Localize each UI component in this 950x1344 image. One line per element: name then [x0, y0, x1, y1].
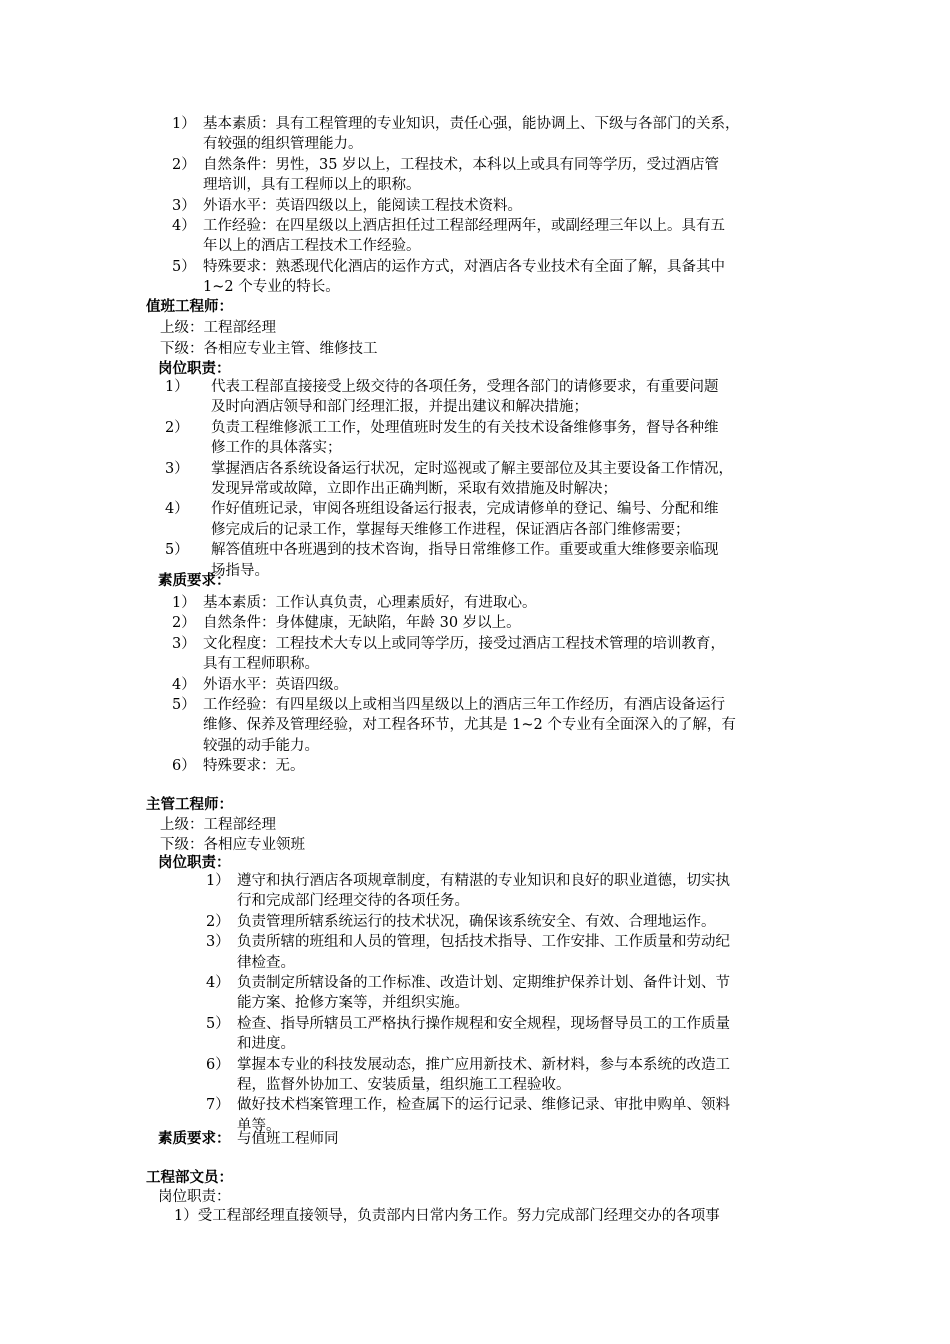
- supervisor-engineer-duty-text: 负责所辖的班组和人员的管理，包括技术指导、工作安排、工作质量和劳动纪: [237, 934, 730, 951]
- supervisor-engineer-quality-title: 素质要求：: [158, 1131, 231, 1147]
- section-title-clerk: 工程部文员：: [146, 1170, 233, 1186]
- manager-quality-item-text: 特殊要求：熟悉现代化酒店的运作方式，对酒店各专业技术有全面了解，具备其中: [203, 258, 725, 275]
- duty-engineer-duty-text: 掌握酒店各系统设备运行状况，定时巡视或了解主要部位及其主要设备工作情况，: [211, 460, 733, 477]
- clerk-duties-title: 岗位职责：: [158, 1189, 231, 1205]
- duty-engineer-superior: 上级：工程部经理: [160, 320, 276, 336]
- supervisor-engineer-duty-text: 掌握本专业的科技发展动态，推广应用新技术、新材料，参与本系统的改造工: [237, 1056, 730, 1073]
- duty-engineer-quality-title: 素质要求：: [158, 573, 231, 589]
- duty-engineer-quality-text: 文化程度：工程技术大专以上或同等学历，接受过酒店工程技术管理的培训教育，: [203, 635, 725, 652]
- section-title-duty-engineer: 值班工程师：: [146, 299, 233, 315]
- duty-engineer-quality-text: 自然条件：身体健康，无缺陷，年龄 30 岁以上。: [203, 615, 521, 632]
- manager-quality-item-num: 2）: [172, 156, 196, 173]
- duty-engineer-duty-text: 修完成后的记录工作，掌握每天维修工作进程，保证酒店各部门维修需要；: [211, 521, 690, 538]
- duty-engineer-duty-text: 解答值班中各班遇到的技术咨询，指导日常维修工作。重要或重大维修要亲临现: [211, 542, 719, 559]
- duty-engineer-duty-num: 2）: [165, 419, 189, 436]
- duty-engineer-quality-text: 特殊要求：无。: [203, 758, 305, 775]
- manager-quality-item-text: 年以上的酒店工程技术工作经验。: [203, 238, 421, 255]
- supervisor-engineer-duty-num: 4）: [206, 975, 230, 991]
- manager-quality-item-text: 基本素质：具有工程管理的专业知识，责任心强，能协调上、下级与各部门的关系，: [203, 116, 740, 132]
- supervisor-engineer-duty-text: 程，监督外协加工、安装质量，组织施工工程验收。: [237, 1077, 571, 1093]
- duty-engineer-duty-text: 代表工程部直接接受上级交待的各项任务，受理各部门的请修要求，有重要问题: [211, 379, 719, 395]
- duty-engineer-duty-num: 5）: [165, 542, 189, 559]
- duty-engineer-duty-text: 及时向酒店领导和部门经理汇报，并提出建议和解决措施；: [211, 399, 588, 416]
- supervisor-engineer-duty-text: 律检查。: [237, 954, 295, 971]
- duty-engineer-duty-num: 3）: [165, 460, 189, 477]
- duty-engineer-quality-text: 较强的动手能力。: [203, 737, 319, 754]
- duty-engineer-duty-num: 1）: [165, 379, 189, 395]
- duty-engineer-quality-num: 4）: [172, 676, 196, 693]
- duty-engineer-quality-num: 3）: [172, 635, 196, 652]
- manager-quality-item-text: 有较强的组织管理能力。: [203, 136, 363, 153]
- supervisor-engineer-duty-text: 行和完成部门经理交待的各项任务。: [237, 893, 469, 910]
- supervisor-engineer-duty-num: 3）: [206, 934, 230, 951]
- manager-quality-item-num: 1）: [172, 116, 196, 132]
- manager-quality-item-text: 自然条件：男性，35 岁以上，工程技术，本科以上或具有同等学历，受过酒店管: [203, 156, 720, 173]
- duty-engineer-duty-num: 4）: [165, 501, 189, 518]
- supervisor-engineer-duty-num: 5）: [206, 1015, 230, 1032]
- manager-quality-item-num: 3）: [172, 197, 196, 214]
- supervisor-engineer-duty-num: 7）: [206, 1097, 230, 1114]
- clerk-duty-item: 1）受工程部经理直接领导，负责部内日常内务工作。努力完成部门经理交办的各项事: [174, 1208, 720, 1224]
- supervisor-engineer-duty-num: 1）: [206, 873, 230, 889]
- duty-engineer-quality-num: 1）: [172, 595, 196, 611]
- supervisor-engineer-duty-text: 做好技术档案管理工作，检查属下的运行记录、维修记录、审批申购单、领料: [237, 1097, 730, 1114]
- duty-engineer-quality-text: 基本素质：工作认真负责，心理素质好，有进取心。: [203, 595, 537, 611]
- supervisor-engineer-subordinate: 下级：各相应专业领班: [160, 837, 305, 853]
- duty-engineer-quality-num: 6）: [172, 758, 196, 775]
- supervisor-engineer-duty-text: 负责制定所辖设备的工作标准、改造计划、定期维护保养计划、备件计划、节: [237, 975, 730, 991]
- duty-engineer-quality-text: 外语水平：英语四级。: [203, 676, 348, 693]
- supervisor-engineer-duty-num: 2）: [206, 913, 230, 930]
- supervisor-engineer-duty-text: 和进度。: [237, 1036, 295, 1053]
- manager-quality-item-text: 理培训，具有工程师以上的职称。: [203, 177, 421, 194]
- supervisor-engineer-quality-text: 与值班工程师同: [237, 1131, 339, 1147]
- supervisor-engineer-duties-title: 岗位职责：: [158, 855, 231, 871]
- duty-engineer-quality-text: 维修、保养及管理经验，对工程各环节，尤其是 1~2 个专业有全面深入的了解，有: [203, 717, 736, 734]
- duty-engineer-duties-title: 岗位职责：: [158, 361, 231, 377]
- section-title-supervisor-engineer: 主管工程师：: [146, 797, 233, 813]
- duty-engineer-quality-text: 具有工程师职称。: [203, 656, 319, 673]
- supervisor-engineer-duty-num: 6）: [206, 1056, 230, 1073]
- manager-quality-item-text: 外语水平：英语四级以上，能阅读工程技术资料。: [203, 197, 522, 214]
- duty-engineer-duty-text: 作好值班记录，审阅各班组设备运行报表，完成请修单的登记、编号、分配和维: [211, 501, 719, 518]
- manager-quality-item-text: 工作经验：在四星级以上酒店担任过工程部经理两年，或副经理三年以上。具有五: [203, 218, 725, 234]
- manager-quality-item-num: 4）: [172, 218, 196, 234]
- duty-engineer-duty-text: 发现异常或故障，立即作出正确判断，采取有效措施及时解决；: [211, 481, 617, 497]
- supervisor-engineer-duty-text: 能方案、抢修方案等，并组织实施。: [237, 995, 469, 1012]
- duty-engineer-quality-num: 2）: [172, 615, 196, 632]
- duty-engineer-duty-text: 场指导。: [211, 562, 269, 579]
- manager-quality-item-num: 5）: [172, 258, 196, 275]
- duty-engineer-subordinate: 下级：各相应专业主管、维修技工: [160, 341, 378, 357]
- duty-engineer-duty-text: 负责工程维修派工工作，处理值班时发生的有关技术设备维修事务，督导各种维: [211, 419, 719, 436]
- manager-quality-item-text: 1~2 个专业的特长。: [203, 279, 340, 296]
- supervisor-engineer-duty-text: 遵守和执行酒店各项规章制度，有精湛的专业知识和良好的职业道德，切实执: [237, 873, 730, 889]
- duty-engineer-quality-text: 工作经验：有四星级以上或相当四星级以上的酒店三年工作经历，有酒店设备运行: [203, 697, 725, 713]
- duty-engineer-duty-text: 修工作的具体落实；: [211, 440, 342, 457]
- supervisor-engineer-duty-text: 单等。: [237, 1117, 281, 1134]
- supervisor-engineer-duty-text: 负责管理所辖系统运行的技术状况，确保该系统安全、有效、合理地运作。: [237, 913, 716, 930]
- supervisor-engineer-superior: 上级：工程部经理: [160, 817, 276, 833]
- supervisor-engineer-duty-text: 检查、指导所辖员工严格执行操作规程和安全规程，现场督导员工的工作质量: [237, 1015, 730, 1032]
- duty-engineer-quality-num: 5）: [172, 697, 196, 713]
